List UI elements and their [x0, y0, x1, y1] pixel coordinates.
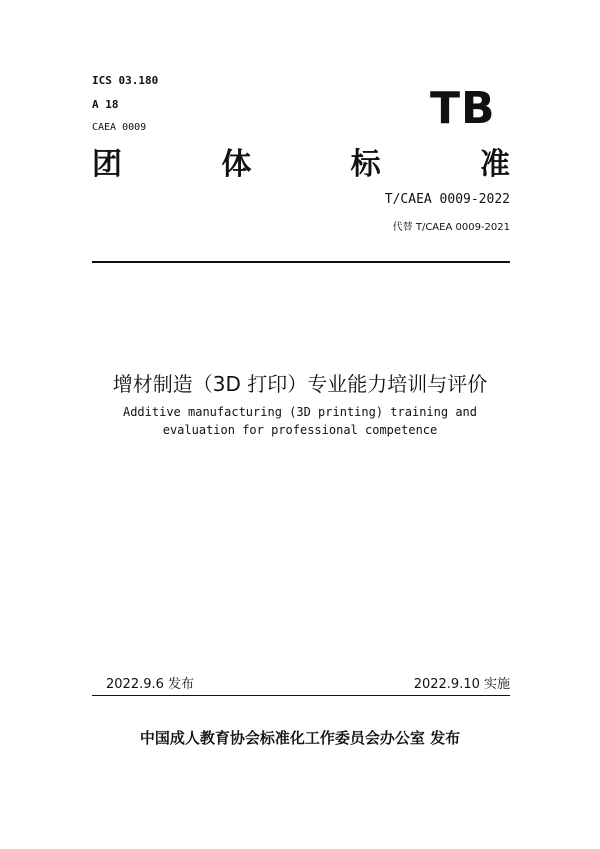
classification-code: A 18	[92, 98, 119, 111]
doc-kind-char: 标	[350, 147, 381, 182]
header-divider	[92, 261, 510, 263]
ics-code: ICS 03.180	[92, 74, 159, 87]
doc-kind-char: 团	[92, 147, 122, 182]
title-english-line2: evaluation for professional competence	[162, 423, 438, 437]
standard-code: T/CAEA 0009-2022	[384, 192, 510, 207]
replaces-code: 代替 T/CAEA 0009-2021	[392, 222, 510, 233]
publisher: 中国成人教育协会标准化工作委员会办公室 发布	[139, 729, 461, 747]
title-english-line1: Additive manufacturing (3D printing) training and	[122, 405, 477, 419]
date-divider	[92, 695, 510, 696]
tb-logo: TB	[430, 83, 496, 134]
document-kind	[92, 146, 510, 184]
doc-kind-char: 准	[479, 147, 510, 182]
publish-date: 2022.9.6 发布	[106, 677, 195, 692]
title-chinese: 增材制造（3D 打印）专业能力培训与评价	[112, 372, 488, 396]
doc-kind-char: 体	[221, 147, 252, 182]
caea-code: CAEA 0009	[92, 122, 147, 133]
implementation-date: 2022.9.10 实施	[413, 677, 510, 692]
